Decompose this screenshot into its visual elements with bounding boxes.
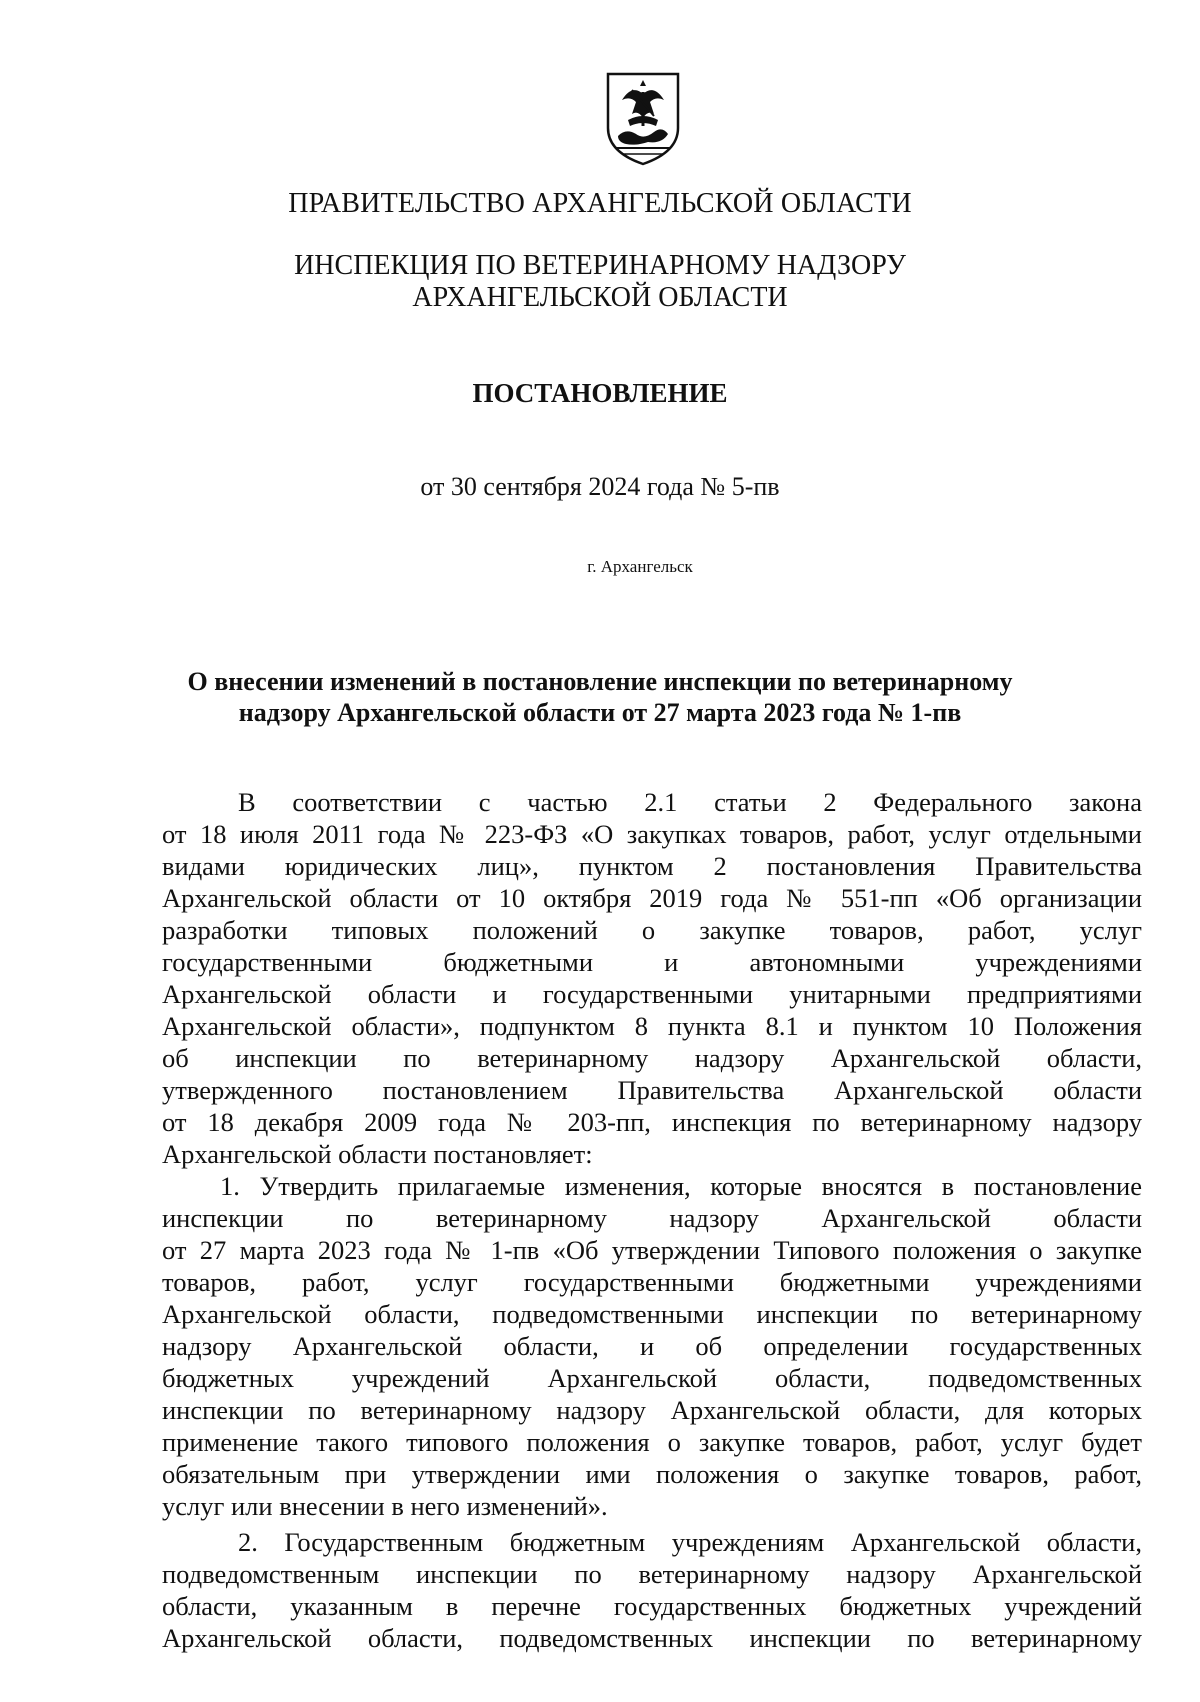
body-line: 2. Государственным бюджетным учреждениям Архангельской области,: [238, 1527, 1142, 1557]
subject-line-2: надзору Архангельской области от 27 марта 2023 года № 1-пв: [238, 698, 962, 727]
body-line: услуг или внесении в него изменений».: [162, 1491, 608, 1521]
body-line: об инспекции по ветеринарному надзору Архангельской области,: [162, 1043, 1142, 1073]
body-line: Архангельской области, подведомственных инспекции по ветеринарному: [162, 1623, 1142, 1653]
document-type-heading: ПОСТАНОВЛЕНИЕ: [472, 378, 728, 408]
body-line: от 18 июля 2011 года № 223-ФЗ «О закупках товаров, работ, услуг отдельными: [162, 819, 1142, 849]
body-line: видами юридических лиц», пунктом 2 постановления Правительства: [162, 851, 1142, 881]
body-line: Архангельской области от 10 октября 2019 года № 551-пп «Об организации: [162, 883, 1142, 913]
body-line: разработки типовых положений о закупке товаров, работ, услуг: [162, 915, 1142, 945]
body-line: подведомственным инспекции по ветеринарному надзору Архангельской: [162, 1559, 1142, 1589]
document-date-number: от 30 сентября 2024 года № 5-пв: [420, 472, 780, 501]
document-city: г. Архангельск: [587, 557, 693, 576]
body-line: применение такого типового положения о закупке товаров, работ, услуг будет: [162, 1427, 1142, 1457]
body-line: области, указанным в перечне государственных бюджетных учреждений: [162, 1591, 1142, 1621]
body-line: В соответствии с частью 2.1 статьи 2 Федерального закона: [238, 787, 1142, 817]
body-line: от 27 марта 2023 года № 1-пв «Об утверждении Типового положения о закупке: [162, 1235, 1142, 1265]
inspection-name-line-1: ИНСПЕКЦИЯ ПО ВЕТЕРИНАРНОМУ НАДЗОРУ: [294, 250, 906, 281]
body-line: от 18 декабря 2009 года № 203-пп, инспекция по ветеринарному надзору: [162, 1107, 1142, 1137]
body-line: инспекции по ветеринарному надзору Архангельской области, для которых: [162, 1395, 1142, 1425]
body-line: утвержденного постановлением Правительства Архангельской области: [162, 1075, 1142, 1105]
body-line: государственными бюджетными и автономными учреждениями: [162, 947, 1142, 977]
body-line: Архангельской области постановляет:: [162, 1139, 593, 1169]
subject-line-1: О внесении изменений в постановление инспекции по ветеринарному: [187, 667, 1013, 696]
body-line: надзору Архангельской области, и об определении государственных: [162, 1331, 1142, 1361]
body-line: 1. Утвердить прилагаемые изменения, которые вносятся в постановление: [220, 1171, 1142, 1201]
arkhangelsk-coat-of-arms-icon: [602, 70, 684, 166]
body-line: инспекции по ветеринарному надзору Архангельской области: [162, 1203, 1142, 1233]
inspection-name-line-2: АРХАНГЕЛЬСКОЙ ОБЛАСТИ: [412, 282, 788, 313]
body-line: бюджетных учреждений Архангельской области, подведомственных: [162, 1363, 1142, 1393]
body-line: Архангельской области и государственными унитарными предприятиями: [162, 979, 1142, 1009]
body-line: Архангельской области, подведомственными инспекции по ветеринарному: [162, 1299, 1142, 1329]
body-line: товаров, работ, услуг государственными бюджетными учреждениями: [162, 1267, 1142, 1297]
body-line: Архангельской области», подпунктом 8 пункта 8.1 и пунктом 10 Положения: [162, 1011, 1142, 1041]
government-title: ПРАВИТЕЛЬСТВО АРХАНГЕЛЬСКОЙ ОБЛАСТИ: [288, 188, 912, 219]
document-body: [162, 786, 1142, 1654]
body-line: обязательным при утверждении ими положения о закупке товаров, работ,: [162, 1459, 1142, 1489]
